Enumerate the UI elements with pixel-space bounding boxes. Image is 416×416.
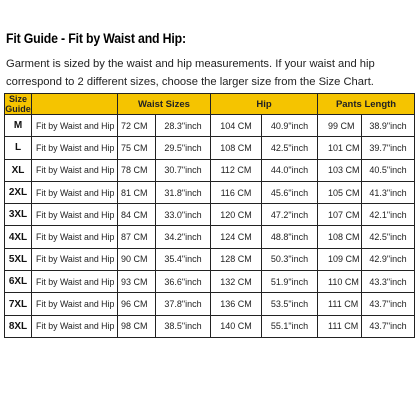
hip-cm-cell: 116 CM xyxy=(211,181,262,203)
pants-cm-cell: 105 CM xyxy=(318,181,362,203)
size-cell: XL xyxy=(5,159,32,181)
hip-inch-cell: 45.6"inch xyxy=(262,181,318,203)
fit-cell: Fit by Waist and Hip xyxy=(32,248,118,270)
fit-header xyxy=(32,94,118,115)
table-header-row xyxy=(5,94,415,115)
waist-inch-cell: 36.6"inch xyxy=(156,271,211,293)
pants-cm-cell: 103 CM xyxy=(318,159,362,181)
waist-cm-cell: 98 CM xyxy=(118,315,156,337)
pants-cm-cell: 107 CM xyxy=(318,204,362,226)
pants-cm-cell: 101 CM xyxy=(318,137,362,159)
hip-cm-cell: 104 CM xyxy=(211,115,262,137)
waist-inch-cell: 31.8"inch xyxy=(156,181,211,203)
hip-cm-cell: 140 CM xyxy=(211,315,262,337)
size-cell: 8XL xyxy=(5,315,32,337)
hip-inch-cell: 55.1"inch xyxy=(262,315,318,337)
hip-inch-cell: 44.0"inch xyxy=(262,159,318,181)
table-row xyxy=(5,315,415,337)
hip-inch-cell: 51.9"inch xyxy=(262,271,318,293)
hip-cm-cell: 128 CM xyxy=(211,248,262,270)
table-row xyxy=(5,248,415,270)
size-cell: L xyxy=(5,137,32,159)
hip-cm-cell: 108 CM xyxy=(211,137,262,159)
pants-inch-cell: 41.3"inch xyxy=(362,181,415,203)
pants-inch-cell: 43.7"inch xyxy=(362,315,415,337)
pants-cm-cell: 110 CM xyxy=(318,271,362,293)
waist-inch-cell: 33.0"inch xyxy=(156,204,211,226)
hip-cm-cell: 124 CM xyxy=(211,226,262,248)
pants-cm-cell: 99 CM xyxy=(318,115,362,137)
waist-cm-cell: 81 CM xyxy=(118,181,156,203)
hip-inch-cell: 40.9"inch xyxy=(262,115,318,137)
waist-cm-cell: 78 CM xyxy=(118,159,156,181)
pants-cm-cell: 111 CM xyxy=(318,315,362,337)
hip-inch-cell: 48.8"inch xyxy=(262,226,318,248)
fit-cell: Fit by Waist and Hip xyxy=(32,137,118,159)
pants-inch-cell: 43.7"inch xyxy=(362,293,415,315)
fit-cell: Fit by Waist and Hip xyxy=(32,226,118,248)
fit-cell: Fit by Waist and Hip xyxy=(32,181,118,203)
table-row xyxy=(5,204,415,226)
fit-cell: Fit by Waist and Hip xyxy=(32,315,118,337)
size-cell: 2XL xyxy=(5,181,32,203)
waist-inch-cell: 28.3"inch xyxy=(156,115,211,137)
waist-sizes-header: Waist Sizes xyxy=(118,94,211,115)
waist-cm-cell: 96 CM xyxy=(118,293,156,315)
fit-cell: Fit by Waist and Hip xyxy=(32,271,118,293)
waist-cm-cell: 90 CM xyxy=(118,248,156,270)
pants-inch-cell: 42.9"inch xyxy=(362,248,415,270)
pants-inch-cell: 43.3"inch xyxy=(362,271,415,293)
fit-cell: Fit by Waist and Hip xyxy=(32,293,118,315)
size-cell: 6XL xyxy=(5,271,32,293)
pants-cm-cell: 108 CM xyxy=(318,226,362,248)
size-cell: 4XL xyxy=(5,226,32,248)
fit-cell: Fit by Waist and Hip xyxy=(32,204,118,226)
size-cell: 7XL xyxy=(5,293,32,315)
hip-inch-cell: 50.3"inch xyxy=(262,248,318,270)
hip-inch-cell: 53.5"inch xyxy=(262,293,318,315)
hip-inch-cell: 42.5"inch xyxy=(262,137,318,159)
hip-cm-cell: 132 CM xyxy=(211,271,262,293)
pants-cm-cell: 111 CM xyxy=(318,293,362,315)
size-cell: 5XL xyxy=(5,248,32,270)
waist-inch-cell: 35.4"inch xyxy=(156,248,211,270)
table-row xyxy=(5,271,415,293)
size-guide-header-line2: Guide xyxy=(5,104,31,114)
page-title: Fit Guide - Fit by Waist and Hip: xyxy=(6,30,186,46)
fit-cell: Fit by Waist and Hip xyxy=(32,115,118,137)
table-row xyxy=(5,137,415,159)
waist-inch-cell: 29.5"inch xyxy=(156,137,211,159)
pants-inch-cell: 40.5"inch xyxy=(362,159,415,181)
waist-cm-cell: 93 CM xyxy=(118,271,156,293)
size-cell: M xyxy=(5,115,32,137)
table-row xyxy=(5,293,415,315)
table-row xyxy=(5,226,415,248)
waist-inch-cell: 34.2"inch xyxy=(156,226,211,248)
pants-inch-cell: 39.7"inch xyxy=(362,137,415,159)
pants-inch-cell: 42.5"inch xyxy=(362,226,415,248)
pants-inch-cell: 42.1"inch xyxy=(362,204,415,226)
waist-inch-cell: 30.7"inch xyxy=(156,159,211,181)
fit-description: Garment is sized by the waist and hip measurements. If your waist and hip correspond to 2 different sizes, choose the larger size from the Size Chart. xyxy=(6,58,375,88)
table-row xyxy=(5,159,415,181)
size-guide-header xyxy=(5,94,32,115)
waist-cm-cell: 75 CM xyxy=(118,137,156,159)
size-guide-header-line1: Size xyxy=(8,94,27,104)
waist-cm-cell: 72 CM xyxy=(118,115,156,137)
hip-header: Hip xyxy=(211,94,318,115)
size-chart-table xyxy=(4,93,415,338)
pants-length-header: Pants Length xyxy=(318,94,415,115)
waist-inch-cell: 38.5"inch xyxy=(156,315,211,337)
size-cell: 3XL xyxy=(5,204,32,226)
waist-cm-cell: 84 CM xyxy=(118,204,156,226)
table-row xyxy=(5,181,415,203)
fit-cell: Fit by Waist and Hip xyxy=(32,159,118,181)
table-row xyxy=(5,115,415,137)
hip-inch-cell: 47.2"inch xyxy=(262,204,318,226)
pants-inch-cell: 38.9"inch xyxy=(362,115,415,137)
pants-cm-cell: 109 CM xyxy=(318,248,362,270)
waist-inch-cell: 37.8"inch xyxy=(156,293,211,315)
hip-cm-cell: 136 CM xyxy=(211,293,262,315)
hip-cm-cell: 112 CM xyxy=(211,159,262,181)
hip-cm-cell: 120 CM xyxy=(211,204,262,226)
waist-cm-cell: 87 CM xyxy=(118,226,156,248)
